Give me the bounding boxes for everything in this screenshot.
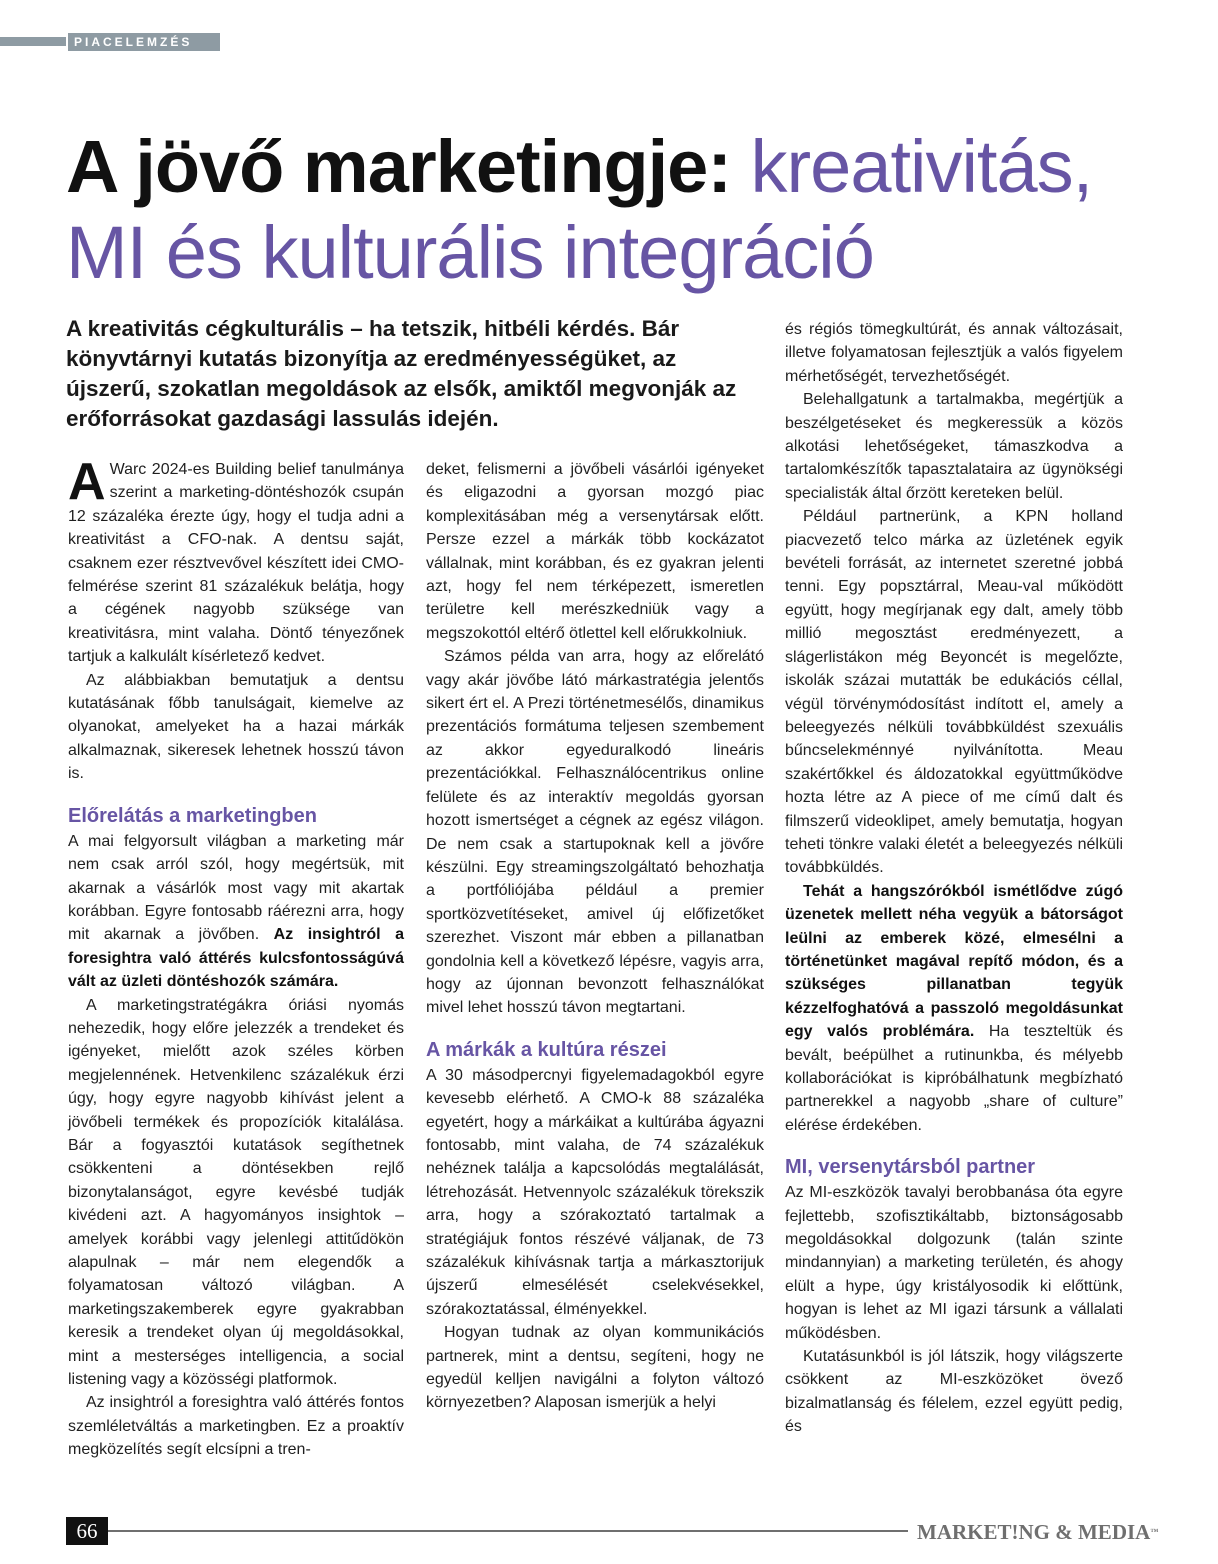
masthead-text: MARKET!NG & MEDIA xyxy=(917,1520,1151,1544)
section-label: PIACELEMZÉS xyxy=(68,33,220,51)
paragraph xyxy=(68,830,404,994)
text-column-3 xyxy=(785,318,1123,1439)
paragraph: Az MI-eszközök tavalyi berobbanása óta egyre fejlettebb, szofisztikáltabb, biztonságosabb megoldásokkal dolgozunk (talán szinte mindannyian) a marketing területén, és ahogy elült a hype, úgy kristályosodik ki előttünk, hogyan is lehet az MI igazi társunk a vállalati működésben. xyxy=(785,1184,1123,1342)
paragraph-text: Ha teszteltük és bevált, beépülhet a rutinunkba, és mélyebb kollaborációkat is kipróbálhatunk megbízható partnerekkel a nagyobb „share of culture” elérése érdekében. xyxy=(785,1023,1124,1134)
paragraph-text: A mai felgyorsult világban a marketing már nem csak arról szól, hogy megértsük, mit akarnak a vásárlók most vagy mit akartak korábban. Egyre fontosabb ráérezni arra, hogy mit akarnak a jövőben. xyxy=(68,832,404,944)
paragraph: A marketingstratégákra óriási nyomás nehezedik, hogy előre jelezzék a trendeket és igényeket, mielőtt azok széles körben megjelennének. Hetvenkilenc százalékuk érzi úgy, hogy egyre nagyobb kihívást jelent a jövőbeli termékek és propozíciók kitalálása. Bár a fogyasztói kutatások segíthetnek csökkenteni a döntésekben rejlő bizonytalanságot, egyre kevésbé tudják kivédeni azt. A hagyományos insightok – amelyek korábbi vagy jelenlegi attitűdökön alapulnak – már nem elegendők a folyamatosan változó világban. A marketingszakemberek egyre gyakrabban keresik a trendeket olyan új megoldásokkal, mint a mesterséges intelligencia, a social listening vagy a közösségi platformok. xyxy=(68,996,404,1389)
footer-rule xyxy=(108,1530,908,1532)
paragraph-text: Warc 2024-es Building belief tanulmánya szerint a marketing-döntéshozók csupán 12 százaléka érezte úgy, hogy el tudja adni a kreativitást a CFO-nak. A dentsu saját, csaknem ezer résztvevővel készített idei CMO-felmérése szerint 81 százalékuk belátja, hogy a cégének nagyobb szüksége van kreativitásra, mint valaha. Döntő tényezőnek tartjuk a kalkulált kísérletező kedvet. xyxy=(68,461,404,666)
paragraph: Kutatásunkból is jól látszik, hogy világszerte csökkent az MI-eszközöket övező bizalmatlanság és félelem, ezzel együtt pedig, és xyxy=(785,1348,1123,1436)
paragraph: Belehallgatunk a tartalmakba, megértjük a beszélgetéseket és megkeressük a közös alkotási lehetőségeket, támaszkodva a tartalomkészítők tapasztalataira az ügynökségi specialisták által őrzött kereteken belül. xyxy=(785,391,1123,502)
headline-colored: kreativitás, MI és kulturális integráció xyxy=(66,125,1093,294)
drop-cap: A xyxy=(68,453,106,511)
paragraph: és régiós tömegkultúrát, és annak változásait, illetve folyamatosan fejlesztjük a valós figyelem mérhetőségét, tervezhetőségét. xyxy=(785,321,1123,385)
masthead-logo xyxy=(917,1520,1157,1544)
paragraph: Hogyan tudnak az olyan kommunikációs partnerek, mint a dentsu, segíteni, hogy ne egyedül kelljen navigálni a folyton változó környezetben? Alaposan ismerjük a helyi xyxy=(426,1324,764,1412)
text-column-1 xyxy=(68,453,404,1462)
article-headline xyxy=(66,124,1186,296)
paragraph: A 30 másodpercnyi figyelemadagokból egyre kevesebb elérhető. A CMO-k 88 százaléka egyetért, hogy a márkáikat a kultúrába ágyazni fontosabb, mint valaha, de 74 százalékuk nehéznek találja a kapcsolódás megtalálását, létrehozását. Hetvennyolc százalékuk törekszik arra, hogy a szórakoztató tartalmak a stratégiájuk fontos részévé váljanak, de 73 százalékuk kihívásnak tartja a márkasztorijuk újszerű elmesélését cselekvésekkel, szórakoztatással, élményekkel. xyxy=(426,1066,764,1318)
bold-highlight: Tehát a hangszórókból ismétlődve zúgó üzenetek mellett néha vegyük a bátorságot leülni az emberek közé, elmesélni a történetünket magával repítő módon, és a szükséges pillanatban tegyük kézzelfoghatóvá a passzoló megoldásunkat egy valós problémára. xyxy=(785,882,1123,1041)
paragraph xyxy=(68,453,404,669)
bold-highlight: Az insightról a foresightra való áttérés kulcsfontosságúvá vált az üzleti döntéshozók számára. xyxy=(68,926,404,991)
subheading: MI, versenytársból partner xyxy=(785,1156,1036,1179)
paragraph: Az insightról a foresightra való áttérés fontos szemléletváltás a marketingben. Ez a proaktív megközelítés segít elcsípni a tren- xyxy=(68,1394,404,1459)
trademark-symbol: ™ xyxy=(1150,1527,1159,1536)
paragraph: Például partnerünk, a KPN holland piacvezető telco márka az üzletének egyik bevételi forrását, az internetet szeretné jobbá tenni. Egy popsztárral, Meau-val működött együtt, hogy megírjanak egy dalt, amely több millió megosztást eredményezett, a slágerlistákon még Beyoncét is megelőzte, iskolák százai mutatták be edukációs céllal, végül törvénymódosítást indított el, amely a beleegyezés nélküli továbbküldést szexuális bűncselekménnyé nyilvánította. Meau szakértőkkel és áldozatokkal együttműködve hozta létre az A piece of me című dalt és filmszerű videoklipet, amely bemutatja, hogyan teheti tönkre valaki életét a beleegyezés nélküli továbbküldés. xyxy=(785,508,1123,877)
text-column-2 xyxy=(426,458,764,1415)
headline-bold: A jövő marketingje: xyxy=(66,125,731,208)
paragraph: deket, felismerni a jövőbeli vásárlói igényeket és eligazodni a gyorsan mozgó piac komplexitásában még a versenytársak előtt. Persze ezzel a márkák több kockázatot vállalnak, mint korábban, és ez gyakran jelenti azt, hogy fel nem térképezett, ismeretlen területre kell merészkedniük vagy a megszokottól eltérő ötlettel kell előrukkolniuk. xyxy=(426,461,764,642)
paragraph xyxy=(785,880,1123,1137)
paragraph: Számos példa van arra, hogy az előrelátó vagy akár jövőbe látó márkastratégia jelentős sikert ért el. A Prezi történetmesélős, dinamikus prezentációs formátuma teljesen szembement az akkor egyeduralkodó lineáris prezentációkkal. Felhasználócentrikus online felülete és az interaktív megoldás gyorsan hozott ismertséget a cégnek az egész világon. De nem csak a startupoknak kell a jövőre készülni. Egy streamingszolgáltató behozhatja a portfóliójába például a premier sportközvetítéseket, amivel új előfizetőket szerezhet. Viszont már ebben a pillanatban gondolnia kell a következő lépésre, vagyis arra, hogy az újonnan bevonzott felhasználókat mivel lehet hosszú távon megtartani. xyxy=(426,648,764,1017)
subheading: A márkák a kultúra részei xyxy=(426,1038,667,1061)
article-lead: A kreativitás cégkulturális – ha tetszik, hitbéli kérdés. Bár könyvtárnyi kutatás bizonyítja az eredményességüket, az újszerű, szokatlan megoldások az elsők, amiktől megvonják az erőforrásokat gazdasági lassulás idején. xyxy=(66,316,737,431)
page-number: 66 xyxy=(66,1517,108,1545)
subheading: Előrelátás a marketingben xyxy=(68,804,317,827)
paragraph: Az alábbiakban bemutatjuk a dentsu kutatásának főbb tanulságait, kiemelve az olyanokat, amelyeket ha a hazai márkák alkalmaznak, sikeresek lehetnek hosszú távon is. xyxy=(68,671,404,783)
section-bar-decoration xyxy=(0,37,66,46)
